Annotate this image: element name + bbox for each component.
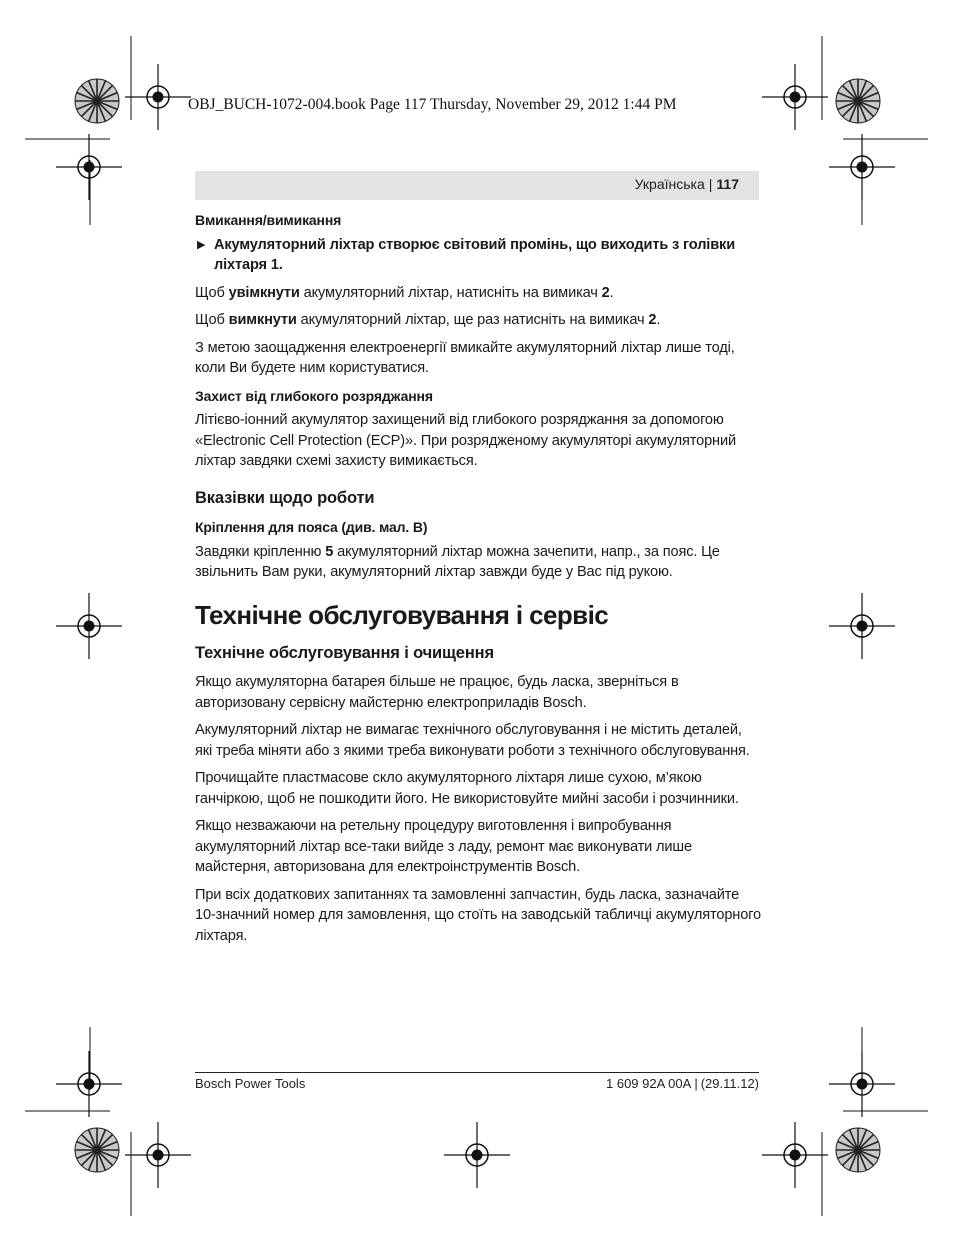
service-paragraph-4: Якщо незважаючи на ретельну процедуру виготовлення і випробування акумуляторний ліхтар все-таки вийде з ладу, ремонт має виконувати лише майстерня, авторизована для електроінструментів Bosch. — [195, 818, 692, 875]
bold-run: вимкнути — [228, 312, 297, 328]
header-language: Українська — [634, 176, 705, 192]
switch-off-paragraph — [195, 310, 761, 331]
footer-doc-code — [606, 1076, 759, 1091]
text-run: акумуляторний ліхтар, ще раз натисніть на вимикач — [296, 312, 649, 328]
bullet-triangle-icon: ▶ — [197, 238, 206, 251]
belt-clip-heading: Кріплення для пояса (див. мал. B) — [195, 519, 428, 535]
belt-clip-paragraph — [195, 542, 761, 583]
running-header — [195, 171, 759, 200]
header-label — [635, 176, 739, 192]
service-heading: Технічне обслуговування і сервіс — [195, 599, 609, 630]
service-paragraph-1: Якщо акумуляторна батарея більше не працює, будь ласка, зверніться в авторизовану сервісну майстерню електроприладів Bosch. — [195, 674, 679, 711]
doc-date: (29.11.12) — [700, 1076, 759, 1091]
ref-number: 5 — [325, 543, 334, 560]
switch-on-paragraph — [195, 283, 761, 304]
footer-brand: Bosch Power Tools — [195, 1076, 306, 1091]
energy-paragraph: З метою заощадження електроенергії вмикайте акумуляторний ліхтар лише тоді, коли Ви будете ним користуватися. — [195, 339, 735, 376]
service-paragraph-2: Акумуляторний ліхтар не вимагає технічного обслуговування і не містить деталей, які треба міняти або з якими треба виконувати роботи з технічного обслуговування. — [195, 722, 750, 759]
page-number: 117 — [716, 176, 739, 192]
bold-run: увімкнути — [228, 284, 300, 301]
text-run: Завдяки кріпленню — [195, 543, 326, 560]
text-run: акумуляторний ліхтар, натисніть на вимикач — [299, 284, 602, 301]
header-separator: | — [708, 176, 713, 192]
cleaning-heading: Технічне обслуговування і очищення — [195, 643, 494, 662]
text-run: . — [609, 284, 614, 301]
service-paragraph-5: При всіх додаткових запитаннях та замовленні запчастин, будь ласка, зазначайте 10-значний номер для замовлення, що стоїть на заводській табличці акумуляторного ліхтаря. — [195, 886, 761, 944]
work-heading: Вказівки щодо роботи — [195, 488, 375, 507]
text-run: Щоб — [195, 284, 229, 301]
switching-heading: Вмикання/вимикання — [195, 212, 342, 228]
protection-heading: Захист від глибокого розряджання — [195, 387, 433, 404]
text-run: Щоб — [195, 312, 229, 328]
text-run: . — [656, 312, 661, 328]
page-content — [195, 210, 761, 953]
bullet-text: Акумуляторний ліхтар створює світовий промінь, що виходить з голівки ліхтаря 1. — [214, 236, 736, 273]
safety-bullet — [195, 235, 761, 276]
ref-number: 2 — [648, 312, 657, 328]
book-slug: OBJ_BUCH-1072-004.book Page 117 Thursday, November 29, 2012 1:44 PM — [188, 96, 677, 113]
text-run: акумуляторний ліхтар можна зачепити, напр., за пояс. Це звільнить Вам руки, акумуляторний ліхтар завжди буде у Вас під рукою. — [195, 543, 720, 580]
doc-code: 1 609 92A 00A — [606, 1076, 692, 1091]
service-paragraph-3: Прочищайте пластмасове скло акумуляторного ліхтаря лише сухою, м’якою ганчіркою, щоб не пошкодити його. Не використовуйте мийні засоби і розчинники. — [195, 770, 739, 807]
footer-rule — [195, 1072, 759, 1073]
footer-separator: | — [694, 1076, 698, 1091]
ref-number: 2 — [601, 284, 610, 301]
protection-paragraph: Літієво-іонний акумулятор захищений від глибокого розряджання за допомогою «Electronic Cell Protection (ECP)». При розрядженому акумуляторі акумуляторний ліхтар завдяки схемі захисту вимикається. — [195, 412, 736, 469]
